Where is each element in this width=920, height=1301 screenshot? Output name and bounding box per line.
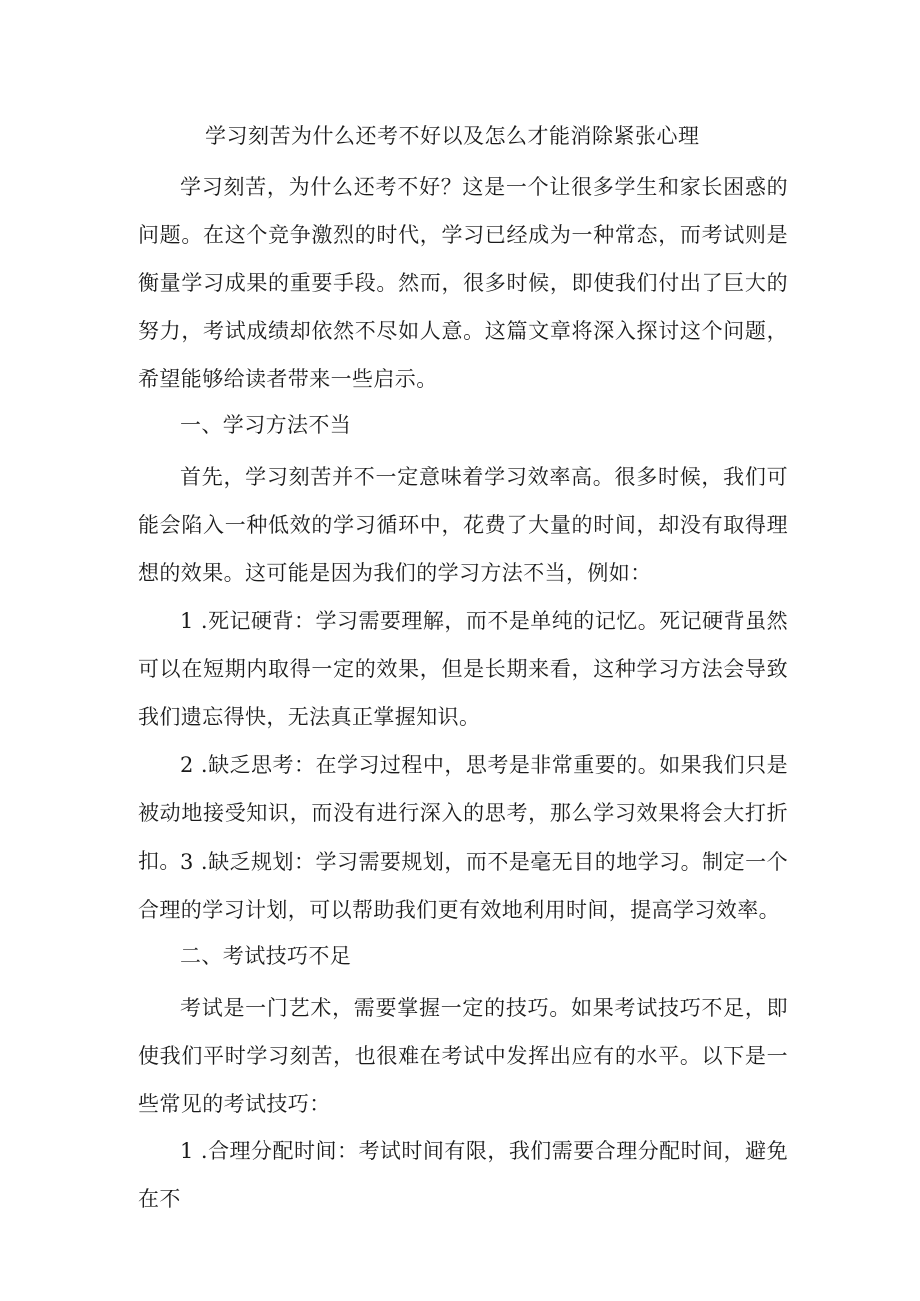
section-1-item-1: 1 .死记硬背：学习需要理解，而不是单纯的记忆。死记硬背虽然可以在短期内取得一定的效果，但是长期来看，这种学习方法会导致我们遗忘得快，无法真正掌握知识。: [138, 609, 788, 729]
section-1-body: 首先，学习刻苦并不一定意味着学习效率高。很多时候，我们可能会陷入一种低效的学习循环中，花费了大量的时间，却没有取得理想的效果。这可能是因为我们的学习方法不当，例如：: [138, 465, 788, 585]
section-1-item-3: 3 .缺乏规划：学习需要规划，而不是毫无目的地学习。制定一个合理的学习计划，可以帮助我们更有效地利用时间，提高学习效率。: [138, 850, 788, 922]
section-2-body: 考试是一门艺术，需要掌握一定的技巧。如果考试技巧不足，即使我们平时学习刻苦，也很难在考试中发挥出应有的水平。以下是一些常见的考试技巧：: [138, 996, 788, 1116]
section-1-heading: 一、学习方法不当: [180, 413, 352, 437]
document-title: 学习刻苦为什么还考不好以及怎么才能消除紧张心理: [205, 124, 700, 148]
intro-paragraph: 学习刻苦，为什么还考不好？这是一个让很多学生和家长困惑的问题。在这个竞争激烈的时代，学习已经成为一种常态，而考试则是衡量学习成果的重要手段。然而，很多时候，即使我们付出了巨大的努力，考试成绩却依然不尽如人意。这篇文章将深入探讨这个问题，希望能够给读者带来一些启示。: [138, 175, 788, 391]
section-2-item-1: 1 .合理分配时间：考试时间有限，我们需要合理分配时间，避免在不: [138, 1139, 788, 1211]
section-1-item-2: 2 .缺乏思考：在学习过程中，思考是非常重要的。如果我们只是被动地接受知识，而没有进行深入的思考，那么学习效果将会大打折扣。: [138, 753, 788, 873]
section-2-heading: 二、考试技巧不足: [180, 944, 352, 968]
